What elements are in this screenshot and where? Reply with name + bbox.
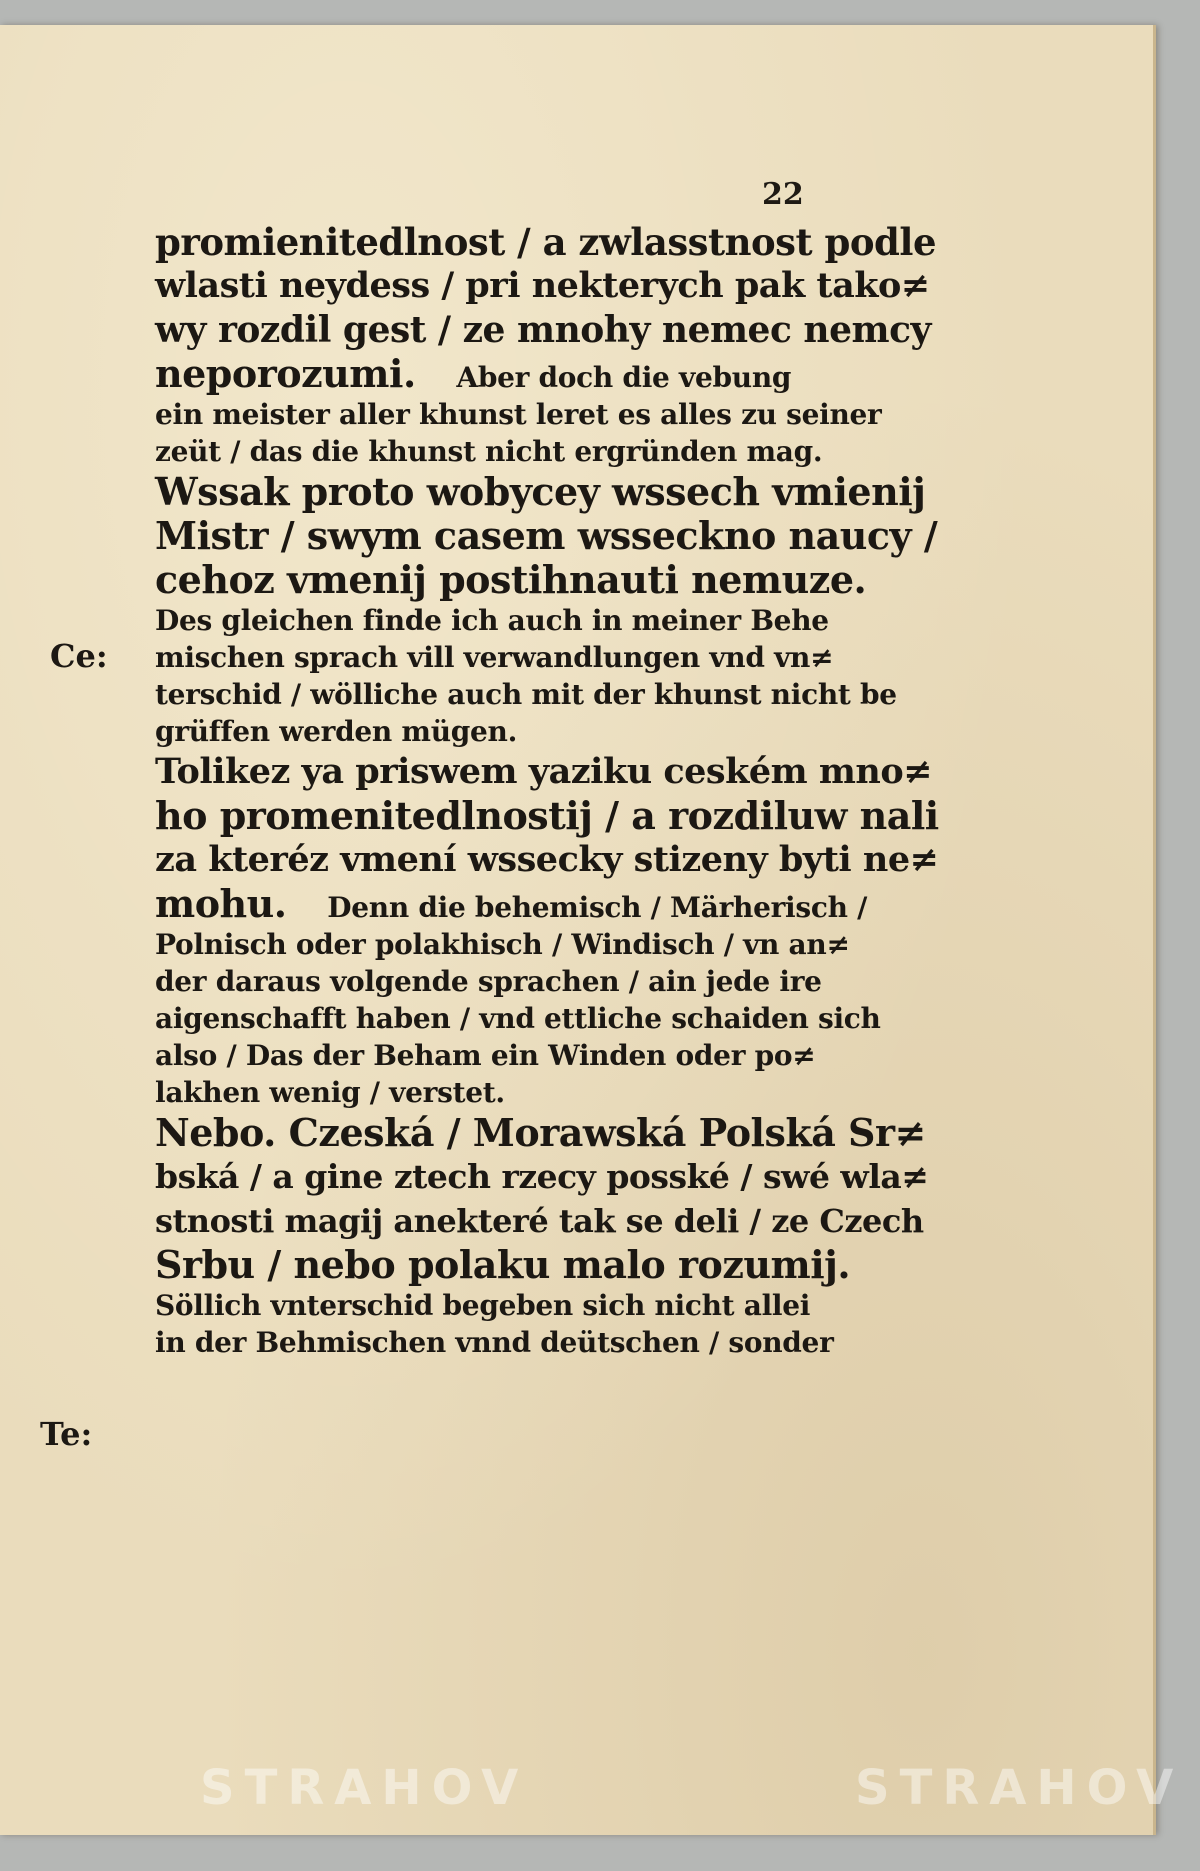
watermark-right: STRAHOV	[855, 1760, 1184, 1816]
line-text: promienitedlnost / a zwlasstnost podle	[155, 220, 936, 264]
text-line	[155, 794, 945, 838]
text-line	[155, 926, 945, 963]
line-text: Nebo. Czeská / Morawská Polská Sr≠	[155, 1110, 926, 1155]
text-line	[155, 602, 945, 639]
text-line	[155, 514, 945, 558]
line-text: wy rozdil gest / ze mnohy nemec nemcy	[155, 309, 931, 351]
text-line	[155, 1287, 945, 1324]
text-line	[155, 963, 945, 1000]
text-line	[155, 433, 945, 470]
line-text: in der Behmischen vnnd deütschen / sonder	[155, 1326, 834, 1359]
line-text: mischen sprach vill verwandlungen vnd vn≠	[155, 641, 834, 674]
text-line	[155, 882, 945, 926]
text-line	[155, 220, 945, 264]
line-text: Tolikez ya priswem yaziku ceském mno≠	[155, 751, 933, 792]
line-text: Söllich vnterschid begeben sich nicht allei	[155, 1289, 811, 1322]
line-text: aigenschafft haben / vnd ettliche schaiden sich	[155, 1002, 881, 1035]
line-german-text: Aber doch die vebung	[456, 361, 792, 394]
text-line	[155, 558, 945, 602]
line-text: der daraus volgende sprachen / ain jede ire	[155, 965, 822, 998]
text-line	[155, 308, 945, 352]
line-text: zeüt / das die khunst nicht ergründen mag.	[155, 435, 823, 468]
line-text: neporozumi.	[155, 351, 416, 396]
line-german-text: Denn die behemisch / Märherisch /	[327, 891, 868, 924]
text-line	[155, 1000, 945, 1037]
text-line	[155, 1199, 945, 1243]
text-line	[155, 676, 945, 713]
text-line	[155, 1243, 945, 1287]
text-line	[155, 639, 945, 676]
line-text: za kteréz vmení wssecky stizeny byti ne≠	[155, 839, 939, 880]
manuscript-page	[0, 25, 1184, 1835]
text-line	[155, 470, 945, 514]
line-text: mohu.	[155, 881, 287, 926]
line-text: bská / a gine ztech rzecy posské / swé wla≠	[155, 1157, 929, 1196]
marginal-note-ce: Ce:	[50, 637, 108, 675]
text-line	[155, 1155, 945, 1199]
text-line	[155, 264, 945, 308]
text-line	[155, 838, 945, 882]
line-text: Mistr / swym casem wsseckno naucy /	[155, 513, 938, 558]
text-line	[155, 713, 945, 750]
text-line	[155, 1111, 945, 1155]
line-text: ein meister aller khunst leret es alles zu seiner	[155, 398, 882, 431]
line-text: cehoz vmenij postihnauti nemuze.	[155, 557, 867, 602]
line-text: wlasti neydess / pri nekterych pak tako≠	[155, 265, 930, 306]
text-line	[155, 352, 945, 396]
text-line	[155, 1324, 945, 1361]
line-text: Polnisch oder polakhisch / Windisch / vn an≠	[155, 928, 850, 961]
line-text: also / Das der Beham ein Winden oder po≠	[155, 1039, 816, 1072]
text-line	[155, 1037, 945, 1074]
text-line	[155, 396, 945, 433]
line-text: lakhen wenig / verstet.	[155, 1076, 505, 1109]
line-text: terschid / wölliche auch mit der khunst nicht be	[155, 678, 897, 711]
marginal-note-te: Te:	[40, 1415, 93, 1453]
line-text: Wssak proto wobycey wssech vmienij	[155, 469, 926, 514]
line-text: stnosti magij anekteré tak se deli / ze Czech	[155, 1202, 924, 1240]
watermark-left: STRAHOV	[200, 1760, 529, 1816]
text-line	[155, 750, 945, 794]
line-text: grüffen werden mügen.	[155, 715, 518, 748]
line-text: Srbu / nebo polaku malo rozumij.	[155, 1242, 851, 1287]
page-number: 22	[762, 177, 804, 212]
line-text: Des gleichen finde ich auch in meiner Behe	[155, 604, 829, 637]
line-text: ho promenitedlnostij / a rozdiluw nali	[155, 793, 939, 838]
text-block	[155, 220, 945, 1361]
text-line	[155, 1074, 945, 1111]
